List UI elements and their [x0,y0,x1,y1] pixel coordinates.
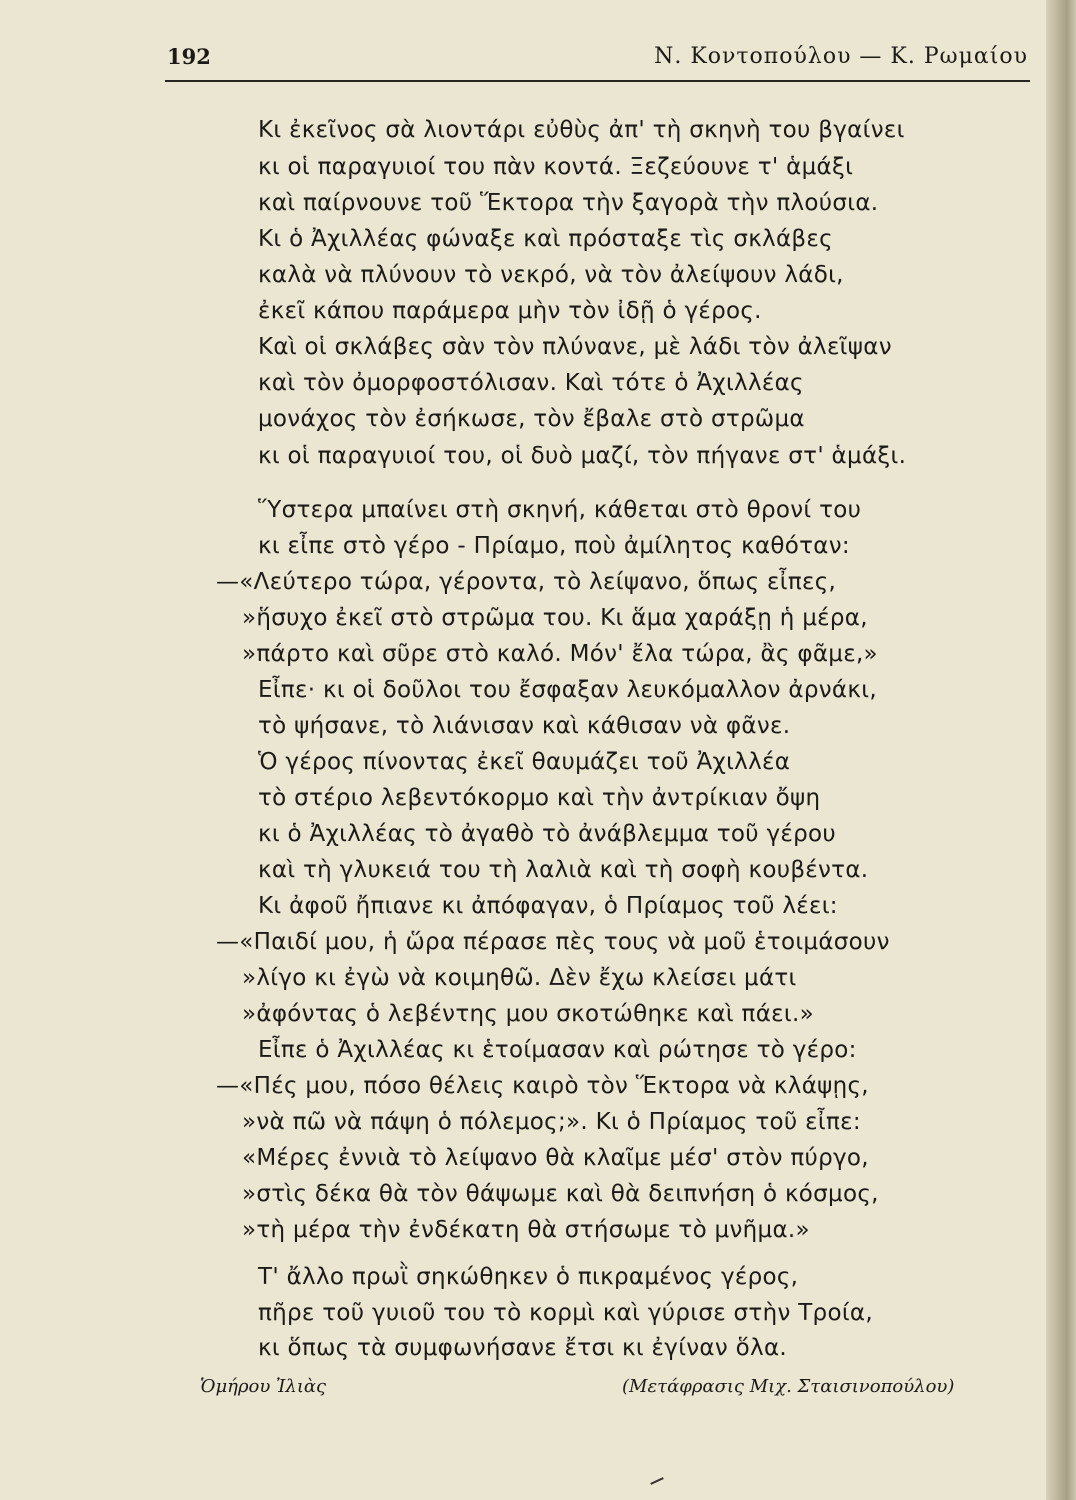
poem-line: »στὶς δέκα θὰ τὸν θάψωμε καὶ θὰ δειπνήση ὁ κόσμος, [242,1181,879,1207]
poem-line: κι ὅπως τὰ συμφωνήσανε ἔτσι κι ἐγίναν ὅλα. [258,1335,788,1361]
poem-line: »ἥσυχο ἐκεῖ στὸ στρῶμα του. Κι ἅμα χαράξῃ ἡ μέρα, [242,605,868,631]
poem-line: κι οἱ παραγυιοί του πὰν κοντά. Ξεζεύουνε τ' ἁμάξι [258,154,854,180]
poem-line: πῆρε τοῦ γυιοῦ του τὸ κορμὶ καὶ γύρισε στὴν Τροία, [258,1300,873,1326]
poem-line: —«Λεύτερο τώρα, γέροντα, τὸ λείψανο, ὅπως εἶπες, [216,569,837,595]
poem-line: καὶ παίρνουνε τοῦ Ἕκτορα τὴν ξαγορὰ τὴν πλούσια. [258,190,879,216]
page-edge [1046,0,1076,1500]
poem-line: Κι ὁ Ἀχιλλέας φώναξε καὶ πρόσταξε τὶς σκλάβες [258,226,833,252]
translator-credit: (Μετάφρασις Μιχ. Σταισινοπούλου) [622,1376,955,1397]
page-number: 192 [167,44,211,69]
poem-line: »ἀφόντας ὁ λεβέντης μου σκοτώθηκε καὶ πάει.» [242,1001,814,1027]
poem-line: Ὁ γέρος πίνοντας ἐκεῖ θαυμάζει τοῦ Ἀχιλλέα [258,749,791,775]
poem-line: ἐκεῖ κάπου παράμερα μὴν τὸν ἰδῇ ὁ γέρος. [258,298,762,324]
poem-line: Κι ἐκεῖνος σὰ λιοντάρι εὐθὺς ἀπ' τὴ σκηνὴ του βγαίνει [258,117,905,143]
poem-line: Ὕστερα μπαίνει στὴ σκηνή, κάθεται στὸ θρονί του [258,497,862,523]
poem-line: κι εἶπε στὸ γέρο - Πρίαμο, ποὺ ἀμίλητος καθόταν: [258,533,850,559]
poem-line: καλὰ νὰ πλύνουν τὸ νεκρό, νὰ τὸν ἀλείψουν λάδι, [258,262,844,288]
source-attribution: Ὁμήρου Ἰλιὰς [200,1376,327,1397]
poem-line: »πάρτο καὶ σῦρε στὸ καλό. Μόν' ἔλα τώρα, ἂς φᾶμε,» [242,641,878,667]
poem-line: —«Πές μου, πόσο θέλεις καιρὸ τὸν Ἕκτορα νὰ κλάψῃς, [216,1073,869,1099]
poem-line: τὸ ψήσανε, τὸ λιάνισαν καὶ κάθισαν νὰ φᾶνε. [258,713,791,739]
poem-line: Τ' ἄλλο πρωῒ σηκώθηκεν ὁ πικραμένος γέρος, [258,1264,799,1290]
poem-line: καὶ τὸν ὀμορφοστόλισαν. Καὶ τότε ὁ Ἀχιλλέας [258,370,804,396]
poem-line: κι ὁ Ἀχιλλέας τὸ ἀγαθὸ τὸ ἀνάβλεμμα τοῦ γέρου [258,821,836,847]
poem-line: Καὶ οἱ σκλάβες σὰν τὸν πλύνανε, μὲ λάδι τὸν ἀλεῖψαν [258,334,892,360]
ink-mark [650,1477,664,1485]
poem-line: Εἶπε ὁ Ἀχιλλέας κι ἑτοίμασαν καὶ ρώτησε τὸ γέρο: [258,1037,857,1063]
poem-line: καὶ τὴ γλυκειά του τὴ λαλιὰ καὶ τὴ σοφὴ κουβέντα. [258,857,869,883]
poem-line: «Μέρες ἐννιὰ τὸ λείψανο θὰ κλαῖμε μέσ' στὸν πύργο, [242,1145,869,1171]
poem-line: »λίγο κι ἐγὼ νὰ κοιμηθῶ. Δὲν ἔχω κλείσει μάτι [242,965,797,991]
poem-line: Εἶπε· κι οἱ δοῦλοι του ἔσφαξαν λευκόμαλλον ἀρνάκι, [258,677,877,703]
poem-line: »νὰ πῶ νὰ πάψη ὁ πόλεμος;». Κι ὁ Πρίαμος τοῦ εἶπε: [242,1109,861,1135]
page-header [165,40,1030,82]
poem-line: τὸ στέριο λεβεντόκορμο καὶ τὴν ἀντρίκιαν ὄψη [258,785,821,811]
running-head: Ν. Κοντοπούλου — Κ. Ρωμαίου [654,44,1028,69]
poem-line: Κι ἀφοῦ ἤπιανε κι ἀπόφαγαν, ὁ Πρίαμος τοῦ λέει: [258,893,838,919]
poem-line: »τὴ μέρα τὴν ἐνδέκατη θὰ στήσωμε τὸ μνῆμα.» [242,1217,810,1243]
poem-line: —«Παιδί μου, ἡ ὥρα πέρασε πὲς τους νὰ μοῦ ἑτοιμάσουν [216,929,890,955]
poem-line: μονάχος τὸν ἐσήκωσε, τὸν ἔβαλε στὸ στρῶμα [258,406,805,432]
poem-line: κι οἱ παραγυιοί του, οἱ δυὸ μαζί, τὸν πήγανε στ' ἁμάξι. [258,443,907,469]
